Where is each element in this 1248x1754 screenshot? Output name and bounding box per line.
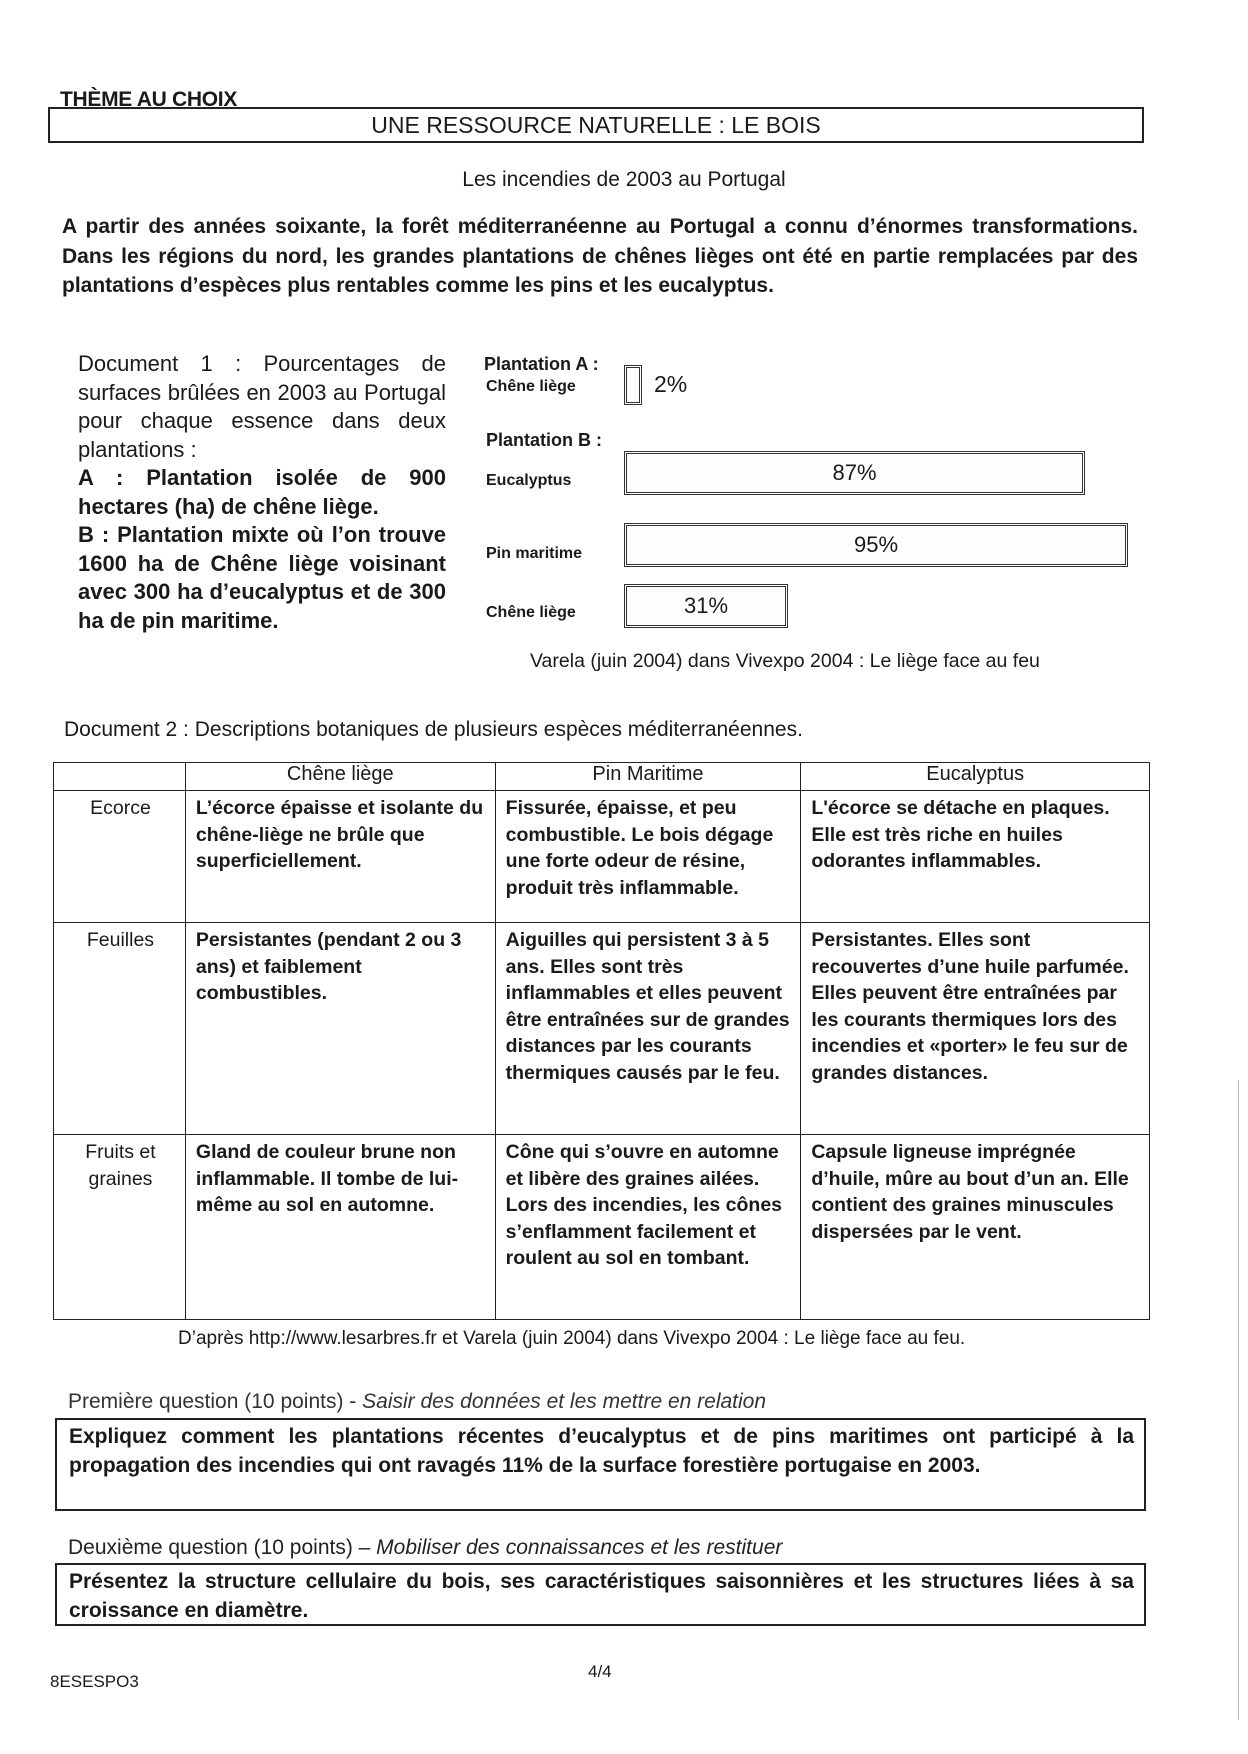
document1-item-b: B : Plantation mixte où l’on trouve 1600 ha de Chêne liège voisinant avec 300 ha d’eucalyptus et de 300 ha de pin maritime. <box>78 522 446 633</box>
document1-item-a: A : Plantation isolée de 900 hectares (ha) de chêne liège. <box>78 465 446 519</box>
table-cell: Fissurée, épaisse, et peu combustible. Le bois dégage une forte odeur de résine, produit très inflammable. <box>495 791 801 923</box>
document2-title: Document 2 : Descriptions botaniques de plusieurs espèces méditerranéennes. <box>64 718 803 741</box>
intro-paragraph: A partir des années soixante, la forêt méditerranéenne au Portugal a connu d’énormes transformations. Dans les régions du nord, les grandes plantations de chênes lièges ont été en partie remplacées par des plantations d’espèces plus rentables comme les pins et les eucalyptus. <box>62 215 1138 297</box>
bar-label-b-pin-maritime: Pin maritime <box>486 545 583 562</box>
table-header-empty <box>54 763 186 791</box>
group-label-plantation-b: Plantation B : <box>486 430 602 450</box>
document1-source: Varela (juin 2004) dans Vivexpo 2004 : Le liège face au feu <box>530 650 1040 672</box>
question2-heading-italic: Mobiliser des connaissances et les restituer <box>376 1536 783 1559</box>
question1-heading-text: Première question (10 points) - <box>68 1390 363 1413</box>
document-code: 8ESESPO3 <box>50 1672 139 1691</box>
table-row <box>54 1135 1150 1320</box>
table-cell: Capsule ligneuse imprégnée d’huile, mûre au bout d’un an. Elle contient des graines minuscules dispersées par le vent. <box>801 1135 1150 1320</box>
question2-heading <box>68 1536 782 1560</box>
table-header-eucalyptus: Eucalyptus <box>801 763 1150 791</box>
question1-heading <box>68 1390 766 1414</box>
document1-text: Document 1 : Pourcentages de surfaces brûlées en 2003 au Portugal pour chaque essence dans deux plantations : <box>78 351 446 462</box>
table-header-pin-maritime: Pin Maritime <box>495 763 801 791</box>
table-cell: L’écorce épaisse et isolante du chêne-liège ne brûle que superficiellement. <box>185 791 495 923</box>
bar-value-b-chene-liege: 31% <box>683 593 729 618</box>
botanical-table <box>53 762 1150 1320</box>
table-header-row <box>54 763 1150 791</box>
table-row <box>54 791 1150 923</box>
bar-label-a-chene-liege: Chêne liège <box>486 378 576 395</box>
table-cell: Persistantes. Elles sont recouvertes d’une huile parfumée. Elles peuvent être entraînées par les courants thermiques lors des incendies et «porter» le feu sur de grandes distances. <box>801 923 1150 1135</box>
question1-heading-italic: Saisir des données et les mettre en relation <box>362 1390 767 1413</box>
bar-value-b-pin-maritime: 95% <box>853 532 899 557</box>
bar-label-b-eucalyptus: Eucalyptus <box>486 472 572 489</box>
table-cell: Persistantes (pendant 2 ou 3 ans) et faiblement combustibles. <box>185 923 495 1135</box>
table-row <box>54 923 1150 1135</box>
bar-b-pin-maritime <box>624 523 1128 567</box>
bar-value-a-chene-liege: 2% <box>654 371 688 397</box>
page-title: UNE RESSOURCE NATURELLE : LE BOIS <box>48 107 1144 143</box>
document1-description <box>78 350 446 635</box>
scan-edge-line <box>1238 1080 1239 1720</box>
bar-value-b-eucalyptus: 87% <box>832 460 877 485</box>
page-number: 4/4 <box>588 1662 612 1681</box>
question2-box: Présentez la structure cellulaire du bois, ses caractéristiques saisonnières et les structures liées à sa croissance en diamètre. <box>55 1563 1146 1626</box>
theme-label: THÈME AU CHOIX <box>60 88 238 111</box>
table-cell: Cône qui s’ouvre en automne et libère des graines ailées. Lors des incendies, les cônes s’enflamment facilement et roulent au sol en tombant. <box>495 1135 801 1320</box>
question2-heading-text: Deuxième question (10 points) – <box>68 1536 377 1559</box>
row-label-fruits-graines: Fruits et graines <box>54 1135 186 1320</box>
group-label-plantation-a: Plantation A : <box>484 354 599 374</box>
row-label-ecorce: Ecorce <box>54 791 186 923</box>
bar-b-eucalyptus <box>624 451 1085 495</box>
table-cell: Aiguilles qui persistent 3 à 5 ans. Elles sont très inflammables et elles peuvent être entraînées sur de grandes distances par les courants thermiques causés par le feu. <box>495 923 801 1135</box>
bar-a-chene-liege <box>624 365 642 405</box>
table-cell: L'écorce se détache en plaques. Elle est très riche en huiles odorantes inflammables. <box>801 791 1150 923</box>
table-cell: Gland de couleur brune non inflammable. Il tombe de lui-même au sol en automne. <box>185 1135 495 1320</box>
bar-label-b-chene-liege: Chêne liège <box>486 604 576 621</box>
document2-source: D’après http://www.lesarbres.fr et Varela (juin 2004) dans Vivexpo 2004 : Le liège face au feu. <box>178 1328 966 1349</box>
bar-b-chene-liege <box>624 584 788 628</box>
row-label-feuilles: Feuilles <box>54 923 186 1135</box>
subtitle: Les incendies de 2003 au Portugal <box>462 168 786 191</box>
question1-box: Expliquez comment les plantations récentes d’eucalyptus et de pins maritimes ont participé à la propagation des incendies qui ont ravagés 11% de la surface forestière portugaise en 2003. <box>55 1418 1146 1511</box>
table-header-chene-liege: Chêne liège <box>185 763 495 791</box>
